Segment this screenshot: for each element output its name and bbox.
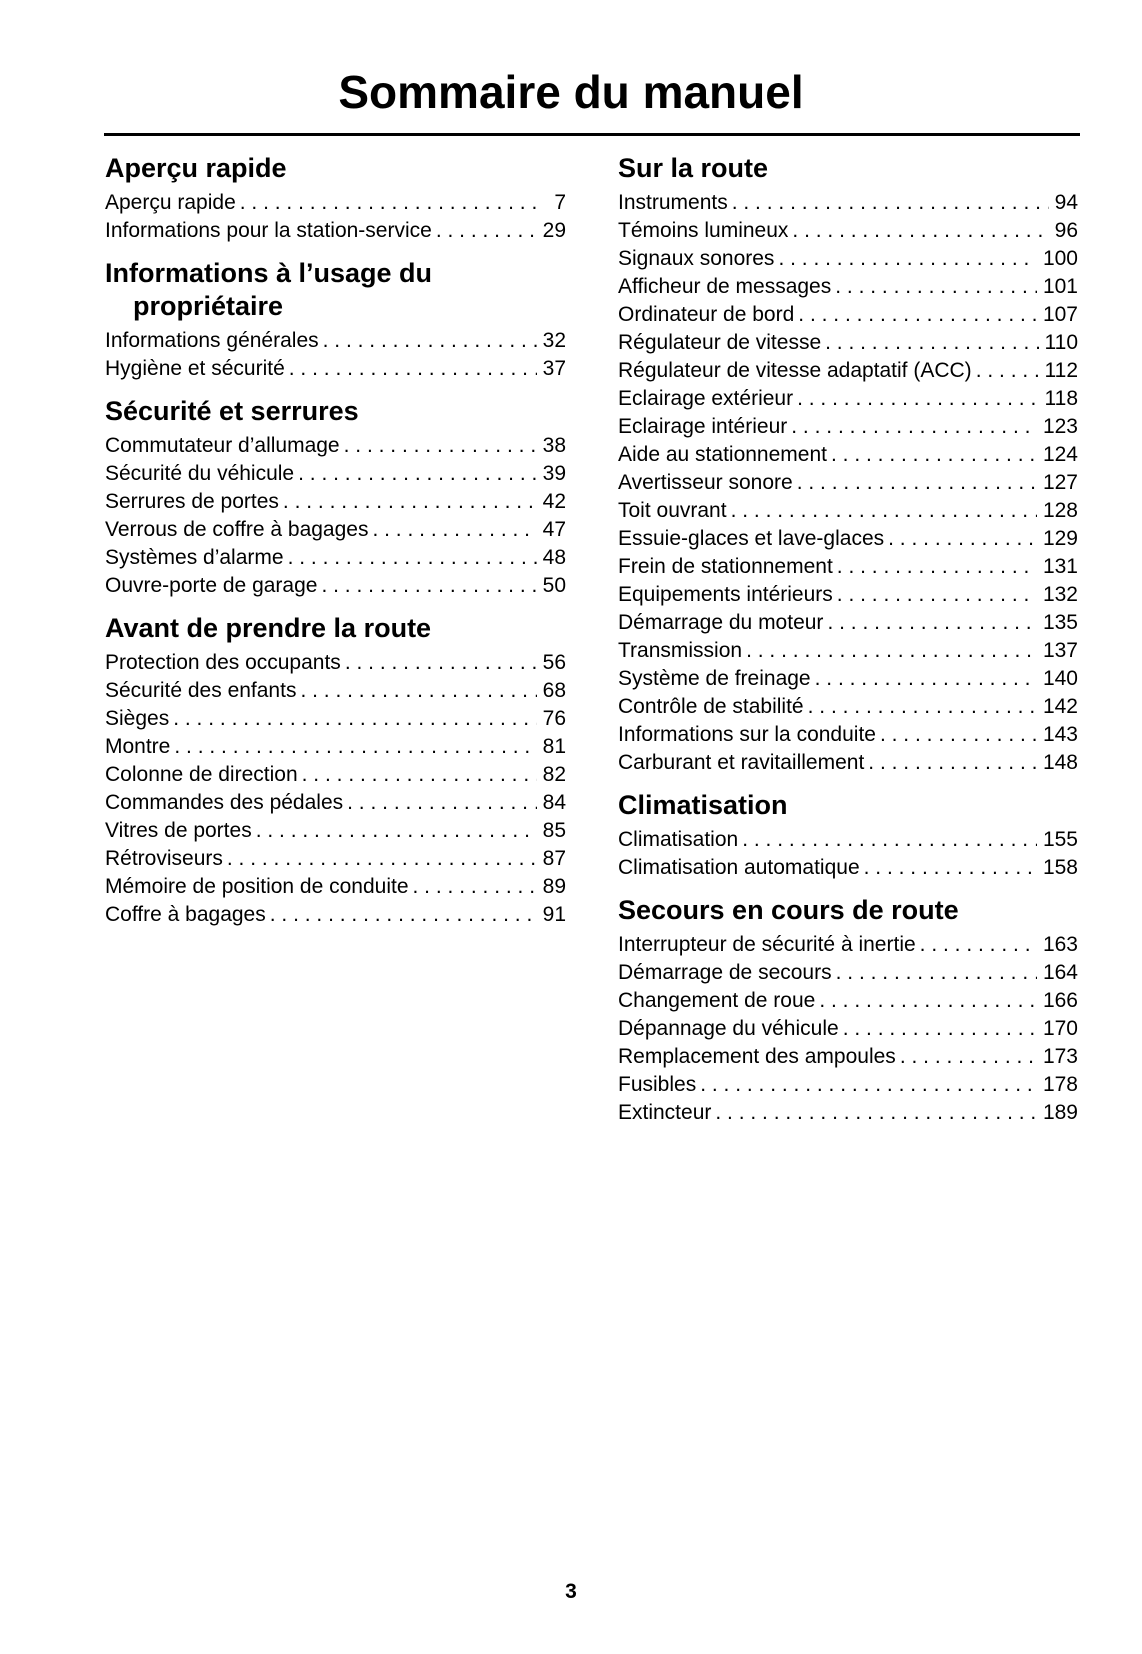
dot-leader: [270, 901, 537, 929]
dot-leader: [413, 873, 537, 901]
entry-label: Carburant et ravitaillement: [618, 751, 865, 774]
toc-entry[interactable]: [618, 1099, 1078, 1127]
entry-page: 37: [542, 357, 566, 380]
entry-page: 118: [1044, 387, 1078, 410]
toc-entry[interactable]: [105, 677, 566, 705]
entry-label: Dépannage du véhicule: [618, 1017, 839, 1040]
entry-label: Equipements intérieurs: [618, 583, 833, 606]
entry-label: Commandes des pédales: [105, 791, 344, 814]
toc-section: [105, 395, 566, 600]
dot-leader: [731, 497, 1037, 525]
entry-page: 131: [1042, 555, 1078, 578]
toc-entry[interactable]: [618, 987, 1078, 1015]
entry-label: Régulateur de vitesse: [618, 331, 822, 354]
entry-page: 189: [1042, 1101, 1078, 1124]
entry-label: Frein de stationnement: [618, 555, 833, 578]
dot-leader: [843, 1015, 1037, 1043]
entry-page: 47: [542, 518, 566, 541]
toc-entry[interactable]: [105, 761, 566, 789]
entry-label: Instruments: [618, 191, 728, 214]
dot-leader: [835, 273, 1037, 301]
entry-label: Systèmes d’alarme: [105, 546, 284, 569]
entry-label: Avertisseur sonore: [618, 471, 793, 494]
toc-entry[interactable]: [105, 516, 566, 544]
entry-page: 112: [1044, 359, 1078, 382]
entry-label: Interrupteur de sécurité à inertie: [618, 933, 916, 956]
entry-label: Fusibles: [618, 1073, 697, 1096]
toc-entry[interactable]: [105, 355, 566, 383]
dot-leader: [227, 845, 537, 873]
toc-entry[interactable]: [105, 705, 566, 733]
toc-entry[interactable]: [618, 497, 1078, 525]
toc-entry[interactable]: [105, 845, 566, 873]
entry-page: 101: [1042, 275, 1078, 298]
dot-leader: [288, 544, 537, 572]
entry-page: 158: [1042, 856, 1078, 879]
toc-section: [618, 894, 1078, 1127]
toc-section: [105, 612, 566, 929]
toc-entry[interactable]: [618, 245, 1078, 273]
section-title: Secours en cours de route: [618, 895, 959, 925]
section-title: Aperçu rapide: [105, 153, 287, 183]
toc-entry[interactable]: [105, 544, 566, 572]
title-divider: [104, 133, 1080, 136]
toc-section: [618, 152, 1078, 777]
dot-leader: [344, 432, 537, 460]
section-title: Sécurité et serrures: [105, 396, 359, 426]
dot-leader: [880, 721, 1037, 749]
entry-label: Régulateur de vitesse adaptatif (ACC): [618, 359, 972, 382]
entry-page: 50: [542, 574, 566, 597]
dot-leader: [715, 1099, 1037, 1127]
entry-page: 140: [1042, 667, 1078, 690]
entry-page: 91: [542, 903, 566, 926]
entry-page: 137: [1042, 639, 1078, 662]
entry-label: Aperçu rapide: [105, 191, 236, 214]
section-title: [105, 257, 566, 323]
toc-entry[interactable]: [618, 553, 1078, 581]
entry-label: Afficheur de messages: [618, 275, 832, 298]
entry-label: Eclairage intérieur: [618, 415, 788, 438]
entry-page: 128: [1042, 499, 1078, 522]
entry-label: Montre: [105, 735, 171, 758]
dot-leader: [436, 217, 537, 245]
toc-entry[interactable]: [105, 789, 566, 817]
toc-entry[interactable]: [618, 357, 1078, 385]
entry-page: 107: [1042, 303, 1078, 326]
toc-entry[interactable]: [618, 581, 1078, 609]
toc-entry[interactable]: [618, 301, 1078, 329]
dot-leader: [920, 931, 1037, 959]
dot-leader: [837, 581, 1037, 609]
dot-leader: [976, 357, 1039, 385]
toc-entry[interactable]: [618, 469, 1078, 497]
entry-page: 81: [542, 735, 566, 758]
entry-page: 39: [542, 462, 566, 485]
dot-leader: [888, 525, 1037, 553]
dot-leader: [797, 469, 1037, 497]
dot-leader: [321, 572, 536, 600]
entry-page: 42: [542, 490, 566, 513]
entry-page: 124: [1042, 443, 1078, 466]
entry-page: 123: [1042, 415, 1078, 438]
toc-entry[interactable]: [105, 901, 566, 929]
toc-right-column: [618, 152, 1078, 1139]
entry-label: Protection des occupants: [105, 651, 341, 674]
toc-entry[interactable]: [618, 959, 1078, 987]
toc-entry[interactable]: [105, 488, 566, 516]
entry-label: Commutateur d’allumage: [105, 434, 340, 457]
dot-leader: [300, 677, 536, 705]
entry-label: Sièges: [105, 707, 170, 730]
toc-entry[interactable]: [618, 329, 1078, 357]
dot-leader: [900, 1043, 1037, 1071]
toc-entry[interactable]: [618, 413, 1078, 441]
toc-entry[interactable]: [618, 1043, 1078, 1071]
entry-label: Essuie-glaces et lave-glaces: [618, 527, 885, 550]
toc-section: [618, 789, 1078, 882]
toc-section: [105, 257, 566, 383]
dot-leader: [808, 693, 1037, 721]
toc-entry[interactable]: [618, 721, 1078, 749]
dot-leader: [700, 1071, 1037, 1099]
dot-leader: [792, 217, 1048, 245]
entry-page: 173: [1042, 1045, 1078, 1068]
entry-page: 100: [1042, 247, 1078, 270]
dot-leader: [837, 553, 1037, 581]
entry-label: Climatisation: [618, 828, 739, 851]
page-number: 3: [565, 1580, 577, 1603]
toc-entry[interactable]: [105, 189, 566, 217]
dot-leader: [298, 460, 537, 488]
toc-entry[interactable]: [105, 217, 566, 245]
entry-label: Colonne de direction: [105, 763, 298, 786]
dot-leader: [815, 665, 1037, 693]
toc-left-column: [105, 152, 566, 941]
dot-leader: [289, 355, 537, 383]
entry-label: Coffre à bagages: [105, 903, 266, 926]
entry-page: 56: [542, 651, 566, 674]
toc-entry[interactable]: [618, 931, 1078, 959]
entry-label: Informations sur la conduite: [618, 723, 876, 746]
toc-entry[interactable]: [618, 826, 1078, 854]
section-title: Avant de prendre la route: [105, 613, 432, 643]
entry-label: Sécurité des enfants: [105, 679, 297, 702]
entry-page: 84: [542, 791, 566, 814]
entry-label: Signaux sonores: [618, 247, 775, 270]
dot-leader: [836, 959, 1037, 987]
entry-page: 127: [1042, 471, 1078, 494]
toc-entry[interactable]: [618, 525, 1078, 553]
entry-label: Mémoire de position de conduite: [105, 875, 409, 898]
entry-page: 38: [542, 434, 566, 457]
entry-page: 68: [542, 679, 566, 702]
entry-page: 32: [542, 329, 566, 352]
entry-page: 170: [1042, 1017, 1078, 1040]
entry-label: Remplacement des ampoules: [618, 1045, 896, 1068]
entry-label: Aide au stationnement: [618, 443, 827, 466]
toc-entry[interactable]: [618, 637, 1078, 665]
toc-entry[interactable]: [105, 327, 566, 355]
dot-leader: [372, 516, 536, 544]
dot-leader: [778, 245, 1037, 273]
entry-page: 178: [1042, 1073, 1078, 1096]
entry-label: Extincteur: [618, 1101, 712, 1124]
toc-entry[interactable]: [105, 817, 566, 845]
toc-entry[interactable]: [618, 273, 1078, 301]
section-title: Sur la route: [618, 153, 769, 183]
entry-page: 96: [1054, 219, 1078, 242]
entry-label: Rétroviseurs: [105, 847, 223, 870]
toc-entry[interactable]: [618, 217, 1078, 245]
entry-page: 87: [542, 847, 566, 870]
entry-page: 29: [542, 219, 566, 242]
toc-entry[interactable]: [105, 460, 566, 488]
dot-leader: [868, 749, 1037, 777]
dot-leader: [345, 649, 537, 677]
toc-entry[interactable]: [618, 1015, 1078, 1043]
dot-leader: [819, 987, 1037, 1015]
entry-label: Vitres de portes: [105, 819, 252, 842]
dot-leader: [323, 327, 537, 355]
entry-label: Système de freinage: [618, 667, 811, 690]
entry-label: Ouvre-porte de garage: [105, 574, 318, 597]
toc-entry[interactable]: [618, 385, 1078, 413]
entry-label: Sécurité du véhicule: [105, 462, 295, 485]
entry-label: Démarrage du moteur: [618, 611, 824, 634]
toc-entry[interactable]: [105, 572, 566, 600]
entry-page: 85: [542, 819, 566, 842]
toc-section: [105, 152, 566, 245]
section-title-line2: propriétaire: [133, 291, 284, 321]
entry-page: 164: [1042, 961, 1078, 984]
dot-leader: [791, 413, 1037, 441]
entry-page: 48: [542, 546, 566, 569]
toc-entry[interactable]: [618, 749, 1078, 777]
dot-leader: [831, 441, 1037, 469]
entry-label: Changement de roue: [618, 989, 816, 1012]
dot-leader: [283, 488, 537, 516]
entry-page: 135: [1042, 611, 1078, 634]
entry-page: 143: [1042, 723, 1078, 746]
entry-label: Serrures de portes: [105, 490, 279, 513]
dot-leader: [825, 329, 1038, 357]
dot-leader: [742, 826, 1037, 854]
entry-page: 76: [542, 707, 566, 730]
entry-label: Eclairage extérieur: [618, 387, 794, 410]
dot-leader: [256, 817, 537, 845]
toc-entry[interactable]: [105, 649, 566, 677]
toc-entry[interactable]: [618, 441, 1078, 469]
toc-entry[interactable]: [618, 854, 1078, 882]
entry-label: Toit ouvrant: [618, 499, 727, 522]
entry-page: 166: [1042, 989, 1078, 1012]
entry-page: 110: [1044, 331, 1078, 354]
dot-leader: [302, 761, 537, 789]
dot-leader: [746, 637, 1037, 665]
entry-label: Hygiène et sécurité: [105, 357, 285, 380]
toc-entry[interactable]: [105, 733, 566, 761]
entry-page: 7: [554, 191, 566, 214]
entry-label: Informations pour la station-service: [105, 219, 432, 242]
section-title-line1: Informations à l’usage du: [105, 258, 433, 288]
dot-leader: [240, 189, 540, 217]
section-title: Climatisation: [618, 790, 788, 820]
entry-label: Contrôle de stabilité: [618, 695, 804, 718]
entry-page: 163: [1042, 933, 1078, 956]
dot-leader: [173, 705, 536, 733]
dot-leader: [732, 189, 1049, 217]
dot-leader: [797, 385, 1038, 413]
dot-leader: [864, 854, 1037, 882]
entry-page: 89: [542, 875, 566, 898]
toc-entry[interactable]: [618, 189, 1078, 217]
toc-entry[interactable]: [618, 1071, 1078, 1099]
dot-leader: [827, 609, 1037, 637]
dot-leader: [798, 301, 1037, 329]
entry-label: Ordinateur de bord: [618, 303, 795, 326]
toc-entry[interactable]: [105, 432, 566, 460]
entry-page: 142: [1042, 695, 1078, 718]
entry-label: Verrous de coffre à bagages: [105, 518, 369, 541]
entry-label: Témoins lumineux: [618, 219, 789, 242]
entry-page: 82: [542, 763, 566, 786]
page-title: Sommaire du manuel: [338, 66, 804, 118]
entry-label: Démarrage de secours: [618, 961, 832, 984]
entry-page: 129: [1042, 527, 1078, 550]
dot-leader: [347, 789, 537, 817]
toc-entry[interactable]: [105, 873, 566, 901]
toc-entry[interactable]: [618, 693, 1078, 721]
entry-page: 155: [1042, 828, 1078, 851]
toc-entry[interactable]: [618, 609, 1078, 637]
entry-page: 132: [1042, 583, 1078, 606]
entry-label: Transmission: [618, 639, 743, 662]
entry-page: 94: [1054, 191, 1078, 214]
entry-label: Climatisation automatique: [618, 856, 860, 879]
dot-leader: [174, 733, 536, 761]
entry-page: 148: [1042, 751, 1078, 774]
entry-label: Informations générales: [105, 329, 319, 352]
toc-entry[interactable]: [618, 665, 1078, 693]
